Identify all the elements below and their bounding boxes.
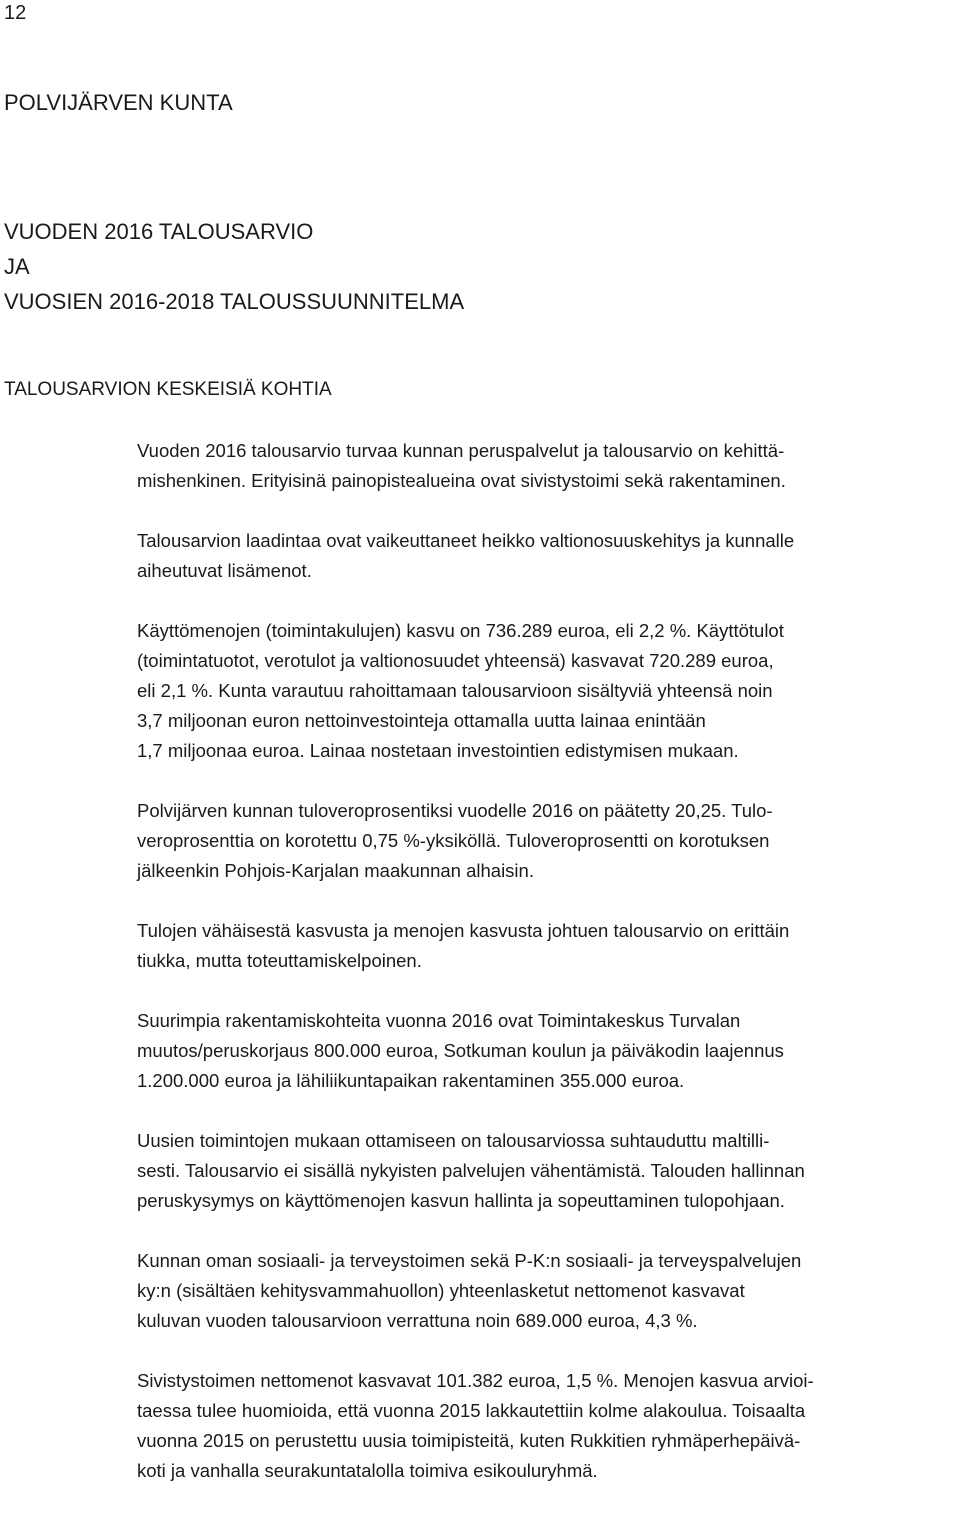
- text-line: Tulojen vähäisestä kasvusta ja menojen kasvusta johtuen talousarvio on erittäin: [137, 920, 790, 941]
- text-line: Uusien toimintojen mukaan ottamiseen on talousarviossa suhtauduttu maltilli-: [137, 1130, 770, 1151]
- section-heading: TALOUSARVION KESKEISIÄ KOHTIA: [4, 379, 332, 400]
- text-line: (toimintatuotot, verotulot ja valtionosuudet yhteensä) kasvavat 720.289 euroa,: [137, 650, 774, 671]
- text-line: koti ja vanhalla seurakuntatalolla toimiva esikouluryhmä.: [137, 1460, 598, 1481]
- paragraph: [137, 616, 937, 766]
- text-line: 1.200.000 euroa ja lähiliikuntapaikan rakentaminen 355.000 euroa.: [137, 1070, 685, 1091]
- title-line: VUOSIEN 2016-2018 TALOUSSUUNNITELMA: [4, 289, 465, 314]
- paragraph: [137, 1246, 937, 1336]
- text-line: Suurimpia rakentamiskohteita vuonna 2016 ovat Toimintakeskus Turvalan: [137, 1010, 741, 1031]
- text-line: eli 2,1 %. Kunta varautuu rahoittamaan talousarvioon sisältyviä yhteensä noin: [137, 680, 773, 701]
- text-line: peruskysymys on käyttömenojen kasvun hallinta ja sopeuttaminen tulopohjaan.: [137, 1190, 785, 1211]
- text-line: Kunnan oman sosiaali- ja terveystoimen sekä P-K:n sosiaali- ja terveyspalvelujen: [137, 1250, 802, 1271]
- text-line: veroprosenttia on korotettu 0,75 %-yksiköllä. Tuloveroprosentti on korotuksen: [137, 830, 770, 851]
- text-line: sesti. Talousarvio ei sisällä nykyisten palvelujen vähentämistä. Talouden hallinnan: [137, 1160, 805, 1181]
- body-text: [137, 436, 937, 1516]
- paragraph: [137, 916, 937, 976]
- paragraph: [137, 796, 937, 886]
- text-line: Käyttömenojen (toimintakulujen) kasvu on 736.289 euroa, eli 2,2 %. Käyttötulot: [137, 620, 784, 641]
- text-line: Vuoden 2016 talousarvio turvaa kunnan peruspalvelut ja talousarvio on kehittä-: [137, 440, 785, 461]
- municipality-heading: POLVIJÄRVEN KUNTA: [4, 90, 233, 115]
- text-line: vuonna 2015 on perustettu uusia toimipisteitä, kuten Rukkitien ryhmäperhepäivä-: [137, 1430, 801, 1451]
- paragraph: [137, 1366, 937, 1486]
- document-title: [4, 214, 464, 319]
- text-line: 3,7 miljoonan euron nettoinvestointeja ottamalla uutta lainaa enintään: [137, 710, 706, 731]
- paragraph: [137, 526, 937, 586]
- text-line: ky:n (sisältäen kehitysvammahuollon) yhteenlasketut nettomenot kasvavat: [137, 1280, 745, 1301]
- paragraph: [137, 1126, 937, 1216]
- page-number: 12: [4, 2, 27, 24]
- text-line: 1,7 miljoonaa euroa. Lainaa nostetaan investointien edistymisen mukaan.: [137, 740, 739, 761]
- text-line: muutos/peruskorjaus 800.000 euroa, Sotkuman koulun ja päiväkodin laajennus: [137, 1040, 784, 1061]
- text-line: mishenkinen. Erityisinä painopistealueina ovat sivistystoimi sekä rakentaminen.: [137, 470, 786, 491]
- title-line: JA: [4, 254, 30, 279]
- text-line: tiukka, mutta toteuttamiskelpoinen.: [137, 950, 422, 971]
- title-line: VUODEN 2016 TALOUSARVIO: [4, 219, 314, 244]
- text-line: taessa tulee huomioida, että vuonna 2015 lakkautettiin kolme alakoulua. Toisaalta: [137, 1400, 806, 1421]
- text-line: Talousarvion laadintaa ovat vaikeuttaneet heikko valtionosuuskehitys ja kunnalle: [137, 530, 795, 551]
- text-line: kuluvan vuoden talousarvioon verrattuna noin 689.000 euroa, 4,3 %.: [137, 1310, 698, 1331]
- paragraph: [137, 436, 937, 496]
- text-line: Polvijärven kunnan tuloveroprosentiksi vuodelle 2016 on päätetty 20,25. Tulo-: [137, 800, 773, 821]
- paragraph: [137, 1006, 937, 1096]
- text-line: Sivistystoimen nettomenot kasvavat 101.382 euroa, 1,5 %. Menojen kasvua arvioi-: [137, 1370, 814, 1391]
- text-line: aiheutuvat lisämenot.: [137, 560, 312, 581]
- text-line: jälkeenkin Pohjois-Karjalan maakunnan alhaisin.: [137, 860, 534, 881]
